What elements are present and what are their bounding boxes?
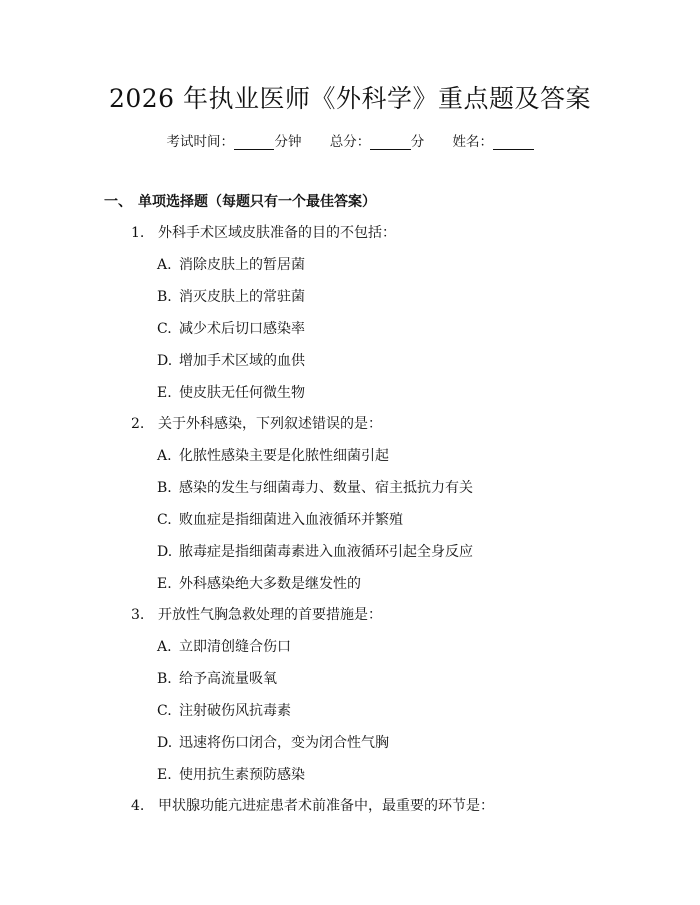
option-text: 外科感染绝大多数是继发性的 — [179, 576, 361, 592]
question-number: 2. — [131, 416, 145, 432]
question-2 — [131, 414, 382, 434]
option-label: A. — [157, 639, 172, 655]
option-text: 消灭皮肤上的常驻菌 — [179, 289, 305, 305]
option-label: E. — [157, 385, 172, 401]
option-label: C. — [157, 321, 172, 337]
question-4 — [131, 796, 494, 816]
question-2-option-d — [157, 542, 473, 562]
question-3-option-b — [157, 669, 277, 689]
option-text: 给予高流量吸氧 — [179, 671, 277, 687]
option-text: 使皮肤无任何微生物 — [179, 385, 305, 401]
option-text: 消除皮肤上的暂居菌 — [179, 257, 305, 273]
question-2-option-a — [157, 446, 389, 466]
option-text: 注射破伤风抗毒素 — [179, 703, 291, 719]
section-number: 一、 — [104, 194, 132, 210]
question-1-option-a — [157, 255, 305, 275]
exam-info-line — [0, 132, 700, 152]
question-2-option-e — [157, 574, 361, 594]
exam-time-label: 考试时间： — [166, 134, 234, 150]
document-title: 2026 年执业医师《外科学》重点题及答案 — [108, 84, 592, 113]
name-blank — [493, 135, 534, 150]
exam-time-unit: 分钟 — [274, 134, 302, 150]
question-text: 开放性气胸急救处理的首要措施是： — [158, 607, 382, 623]
option-label: B. — [157, 289, 172, 305]
question-text: 外科手术区域皮肤准备的目的不包括： — [158, 225, 396, 241]
option-text: 化脓性感染主要是化脓性细菌引起 — [179, 448, 389, 464]
question-1-option-d — [157, 351, 305, 371]
question-number: 3. — [131, 607, 145, 623]
question-text: 甲状腺功能亢进症患者术前准备中，最重要的环节是： — [158, 798, 494, 814]
name-label: 姓名： — [452, 134, 494, 150]
option-label: D. — [157, 353, 173, 369]
total-score-blank — [370, 135, 411, 150]
option-text: 增加手术区域的血供 — [179, 353, 305, 369]
option-label: C. — [157, 512, 172, 528]
total-score-unit: 分 — [410, 134, 425, 150]
option-text: 感染的发生与细菌毒力、数量、宿主抵抗力有关 — [179, 480, 473, 496]
question-text: 关于外科感染，下列叙述错误的是： — [158, 416, 382, 432]
option-label: B. — [157, 671, 172, 687]
question-2-option-b — [157, 478, 473, 498]
total-score-label: 总分： — [329, 134, 371, 150]
option-text: 迅速将伤口闭合，变为闭合性气胸 — [179, 735, 389, 751]
question-3 — [131, 605, 382, 625]
question-1 — [131, 223, 396, 243]
option-label: E. — [157, 576, 172, 592]
section-heading — [104, 192, 376, 212]
option-text: 减少术后切口感染率 — [179, 321, 305, 337]
question-number: 4. — [131, 798, 145, 814]
question-number: 1. — [131, 225, 145, 241]
question-1-option-b — [157, 287, 305, 307]
question-1-option-e — [157, 383, 305, 403]
question-3-option-a — [157, 637, 291, 657]
question-1-option-c — [157, 319, 305, 339]
option-text: 败血症是指细菌进入血液循环并繁殖 — [179, 512, 403, 528]
option-label: D. — [157, 735, 173, 751]
option-label: B. — [157, 480, 172, 496]
option-label: D. — [157, 544, 173, 560]
question-3-option-d — [157, 733, 389, 753]
question-2-option-c — [157, 510, 403, 530]
option-text: 脓毒症是指细菌毒素进入血液循环引起全身反应 — [179, 544, 473, 560]
section-title: 单项选择题（每题只有一个最佳答案） — [138, 194, 376, 210]
option-label: A. — [157, 448, 172, 464]
question-3-option-c — [157, 701, 291, 721]
option-label: E. — [157, 767, 172, 783]
option-text: 使用抗生素预防感染 — [179, 767, 305, 783]
option-label: A. — [157, 257, 172, 273]
question-3-option-e — [157, 765, 305, 785]
option-label: C. — [157, 703, 172, 719]
option-text: 立即清创缝合伤口 — [179, 639, 291, 655]
exam-time-blank — [234, 135, 275, 150]
